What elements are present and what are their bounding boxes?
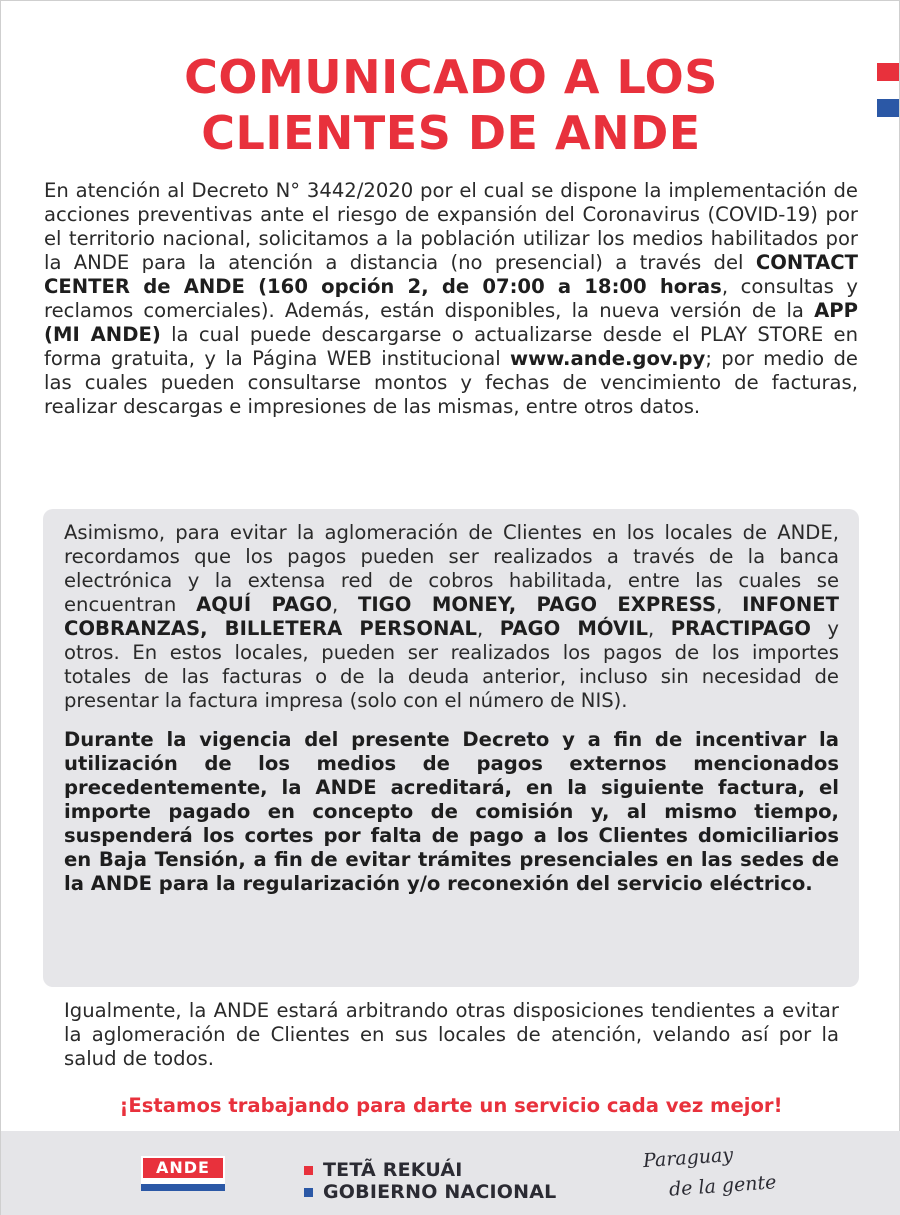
text-segment: ; por medio de las cuales pueden consultarse montos y fechas de vencimiento de facturas, realizar descargas e impresiones de las mismas, entre otros datos. (44, 347, 858, 418)
ande-logo (141, 1156, 225, 1194)
text-segment: , consultas y reclamos comerciales). Además, están disponibles, la nueva versión de la (44, 275, 858, 322)
ande-logo-text: ANDE (141, 1156, 225, 1180)
red-square-icon (304, 1166, 313, 1175)
payment-network-name: PAGO MÓVIL (499, 617, 648, 640)
government-line-2: GOBIERNO NACIONAL (323, 1181, 557, 1203)
text-segment: En atención al Decreto N° 3442/2020 por el cual se dispone la implementación de acciones preventivas ante el riesgo de expansión del Coronavirus (COVID-19) por el territorio nacional, solicitamos a la población utilizar los medios habilitados por la ANDE para la atención a distancia (no presencial) a través del (44, 179, 858, 274)
text-segment: Asimismo, para evitar la aglomeración de Clientes en los locales de ANDE, recordamos que los pagos pueden ser realizados a través de la banca electrónica y la extensa red de cobros habilitada, entre las cuales se encuentran (64, 521, 839, 616)
paragraph-payment-networks (64, 521, 839, 713)
paragraph-contact-channels (44, 179, 858, 419)
paragraph-other-measures: Igualmente, la ANDE estará arbitrando otras disposiciones tendientes a evitar la aglomeración de Clientes en sus locales de atención, velando así por la salud de todos. (64, 999, 839, 1070)
text-segment: la cual puede descargarse o actualizarse desde el PLAY STORE en forma gratuita, y la Página WEB institucional (44, 323, 858, 370)
text-segment: y otros. En estos locales, pueden ser realizados los pagos de los importes totales de las facturas o de la deuda anterior, incluso sin necesidad de presentar la factura impresa (solo con el número de NIS). (64, 617, 839, 712)
footer (1, 1131, 900, 1215)
slogan: ¡Estamos trabajando para darte un servicio cada vez mejor! (119, 1094, 783, 1117)
title-line-2: CLIENTES DE ANDE (201, 106, 701, 160)
separator: , (716, 593, 743, 616)
payment-info-box (43, 509, 859, 987)
blue-square-icon (304, 1188, 313, 1197)
separator: , (647, 617, 671, 640)
flag-corner-decoration (877, 63, 899, 117)
payment-network-name: AQUÍ PAGO (196, 593, 332, 616)
paraguay-logo-line-1: Paraguay (642, 1143, 734, 1173)
title-line-1: COMUNICADO A LOS (184, 50, 718, 104)
separator: , (477, 617, 500, 640)
contact-center-info: CONTACT CENTER de ANDE (160 opción 2, de 07:00 a 18:00 horas (44, 251, 858, 298)
separator: , (332, 593, 359, 616)
payment-network-name: TIGO MONEY, PAGO EXPRESS (358, 593, 717, 616)
payment-network-name: PRACTIPAGO (670, 617, 811, 640)
paraguay-de-la-gente-logo (631, 1143, 781, 1207)
page-title (41, 49, 861, 161)
app-name: APP (MI ANDE) (44, 299, 858, 346)
paraguay-logo-line-2: de la gente (668, 1171, 778, 1201)
payment-network-name: INFONET COBRANZAS, BILLETERA PERSONAL (64, 593, 839, 640)
government-logo (304, 1159, 556, 1203)
paragraph-commission-credit: Durante la vigencia del presente Decreto y a fin de incentivar la utilización de los medios de pagos externos mencionados precedentemente, la ANDE acreditará, en la siguiente factura, el importe pagado en concepto de comisión y, al mismo tiempo, suspenderá los cortes por falta de pago a los Clientes domiciliarios en Baja Tensión, a fin de evitar trámites presenciales en las sedes de la ANDE para la regularización y/o reconexión del servicio eléctrico. (64, 728, 839, 895)
government-line-1: TETÃ REKUÁI (323, 1159, 463, 1181)
website-url: www.ande.gov.py (510, 347, 706, 370)
